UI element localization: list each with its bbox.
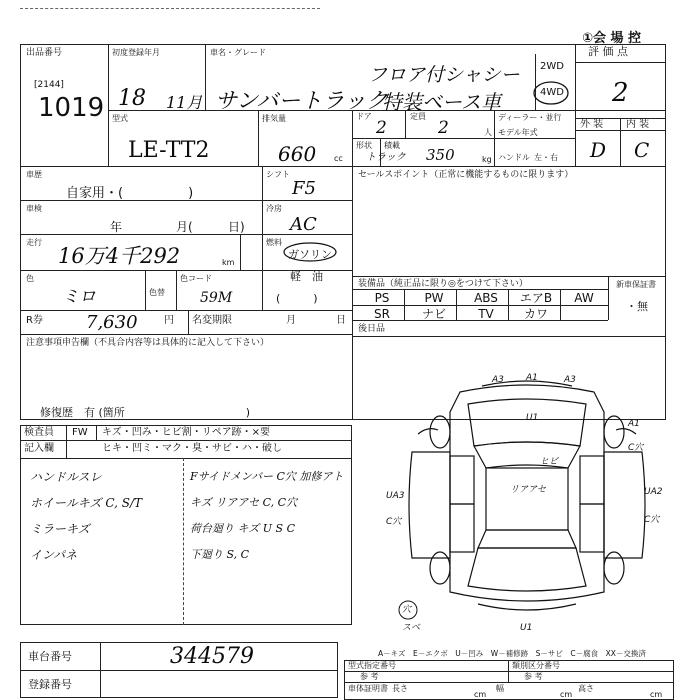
color-label: 色: [26, 274, 34, 283]
car-left-rear-door: [450, 504, 474, 552]
wheel-left-rear: [430, 552, 450, 584]
divider: [96, 425, 97, 441]
divider: [344, 682, 674, 683]
aircon-label: 冷房: [266, 204, 282, 213]
mileage-unit: km: [222, 258, 235, 267]
lot-number: 1019: [38, 93, 105, 123]
color-code-value: 59M: [200, 290, 233, 306]
recycle-unit: 円: [164, 315, 174, 326]
fw-label: FW: [72, 427, 88, 438]
divider: [20, 670, 338, 671]
warranty-label: 新車保証書: [616, 280, 656, 289]
mirror-left: [418, 429, 438, 434]
remark-right-item: 下廻り S, C: [190, 548, 250, 561]
color-change-label: 色替: [149, 288, 165, 297]
height-unit: cm: [650, 690, 663, 699]
remark-left-item: インパネ: [30, 548, 78, 562]
capacity-value: 2: [438, 118, 449, 138]
divider: [188, 310, 189, 334]
divider: [108, 44, 109, 166]
divider: [258, 110, 259, 166]
mark-c-hole-right-top: C穴: [628, 443, 644, 453]
equipment-item: PS: [374, 291, 390, 305]
warranty-value: ・無: [626, 300, 648, 313]
wheel-right-front: [604, 416, 624, 448]
car-trunk: [468, 548, 586, 591]
equipment-item: AW: [574, 291, 594, 305]
equipment-item: SR: [374, 307, 390, 321]
model-year-label: モデル年式: [498, 128, 538, 137]
divider: [262, 166, 263, 310]
chassis-value: 344579: [170, 644, 254, 669]
interior-grade: C: [634, 138, 650, 162]
inspector-label: 検査員: [24, 427, 54, 438]
inspection-day: 日): [228, 220, 245, 234]
fuel-other: ( ): [276, 292, 318, 305]
length-label: 長さ: [392, 684, 408, 693]
divider: [494, 110, 495, 166]
entry-label: 記入欄: [24, 443, 54, 454]
first-reg-month: 11月: [166, 93, 203, 112]
dealer-label: ディーラー・並行: [498, 113, 562, 122]
mark-crack: ヒビ: [540, 457, 559, 467]
shift-label: シフト: [266, 170, 290, 179]
exterior-grade: D: [590, 138, 607, 162]
divider: [205, 44, 206, 110]
divider: [352, 166, 353, 420]
divider: [145, 270, 146, 310]
chassis-label: 車台番号: [28, 650, 72, 663]
remark-left-item: ハンドルスレ: [30, 470, 102, 484]
reg-no-label: 登録番号: [28, 678, 72, 691]
mark-a3-front-right: A3: [564, 375, 576, 385]
rating-label: 評 価 点: [588, 45, 628, 58]
divider: [176, 270, 177, 310]
doors-label: ドア: [356, 112, 372, 121]
mark-rear-assy: リアアセ: [510, 485, 546, 495]
exterior-label: 外 装: [580, 119, 604, 130]
remark-left-item: ホイールキズ C, S/T: [30, 496, 142, 510]
mark-u1-hood: U1: [526, 413, 539, 423]
remark-right-item: Fサイドメンバー C穴 加修アト: [190, 470, 344, 483]
remark-right-item: キズ リアアセ C, C穴: [190, 496, 298, 509]
car-diagram: [382, 372, 672, 638]
classification-label: 類別区分番号: [512, 661, 560, 670]
car-left-side: [409, 452, 450, 558]
divider: [20, 440, 352, 441]
divider: [456, 289, 457, 320]
rear-seat-label: 後日品: [358, 324, 386, 334]
length-unit: cm: [474, 690, 487, 699]
divider: [20, 334, 352, 335]
rating-score: 2: [612, 78, 629, 108]
model-name-text: サンバートラック: [215, 89, 388, 114]
car-right-side: [604, 452, 645, 558]
divider: [352, 138, 575, 139]
first-reg-label: 初度登録年月: [112, 48, 160, 57]
displacement-value: 660: [278, 142, 317, 166]
remark-right-item: 荷台廻り キズ U S C: [190, 522, 295, 535]
height-label: 高さ: [578, 684, 594, 693]
car-right-front-door: [580, 456, 604, 504]
first-reg-year: 18: [118, 86, 146, 111]
damage-legend: A－キズ E－エクボ U－凹み W－補修跡 S－サビ C－腐食 XX－交換済: [378, 649, 646, 658]
wheel-left-front: [430, 416, 450, 448]
recycle-value: 7,630: [86, 312, 138, 333]
fuel-diesel: 軽 油: [290, 270, 323, 283]
grade-text: フロア付シャシー: [368, 64, 520, 86]
equipment-item: エアB: [519, 291, 553, 305]
divider: [575, 62, 666, 63]
drive-4wd-circle: [532, 80, 570, 106]
divider: [620, 118, 621, 166]
color-value: ミロ: [62, 287, 96, 307]
rear-bumper: [478, 604, 576, 610]
type-value: LE-TT2: [128, 138, 210, 163]
divider: [508, 289, 509, 320]
lot-label: 出品番号: [26, 48, 63, 58]
inspection-label: 車検: [26, 204, 42, 213]
divider: [352, 336, 666, 337]
header-cut-line: [20, 8, 320, 9]
mark-ua2-right: UA2: [644, 487, 663, 497]
mark-c-hole-right: C穴: [644, 515, 660, 525]
model-name-label: 車名・グレード: [210, 48, 266, 57]
divider: [183, 458, 184, 625]
type-label: 型式: [112, 114, 128, 123]
shape-value: トラック: [366, 152, 406, 163]
equipment-item: ABS: [474, 291, 498, 305]
steering-value: 左・右: [534, 153, 558, 162]
cert-label: 車体証明書: [348, 684, 388, 693]
mark-slip: スベ: [402, 623, 421, 633]
divider: [508, 660, 509, 682]
fuel-gas-circle: [282, 241, 338, 263]
mark-c-hole-left: C穴: [386, 517, 402, 527]
wheel-right-rear: [604, 552, 624, 584]
name-change-label: 名変期限: [192, 315, 232, 326]
mark-a1-right: A1: [628, 419, 640, 429]
divider: [404, 289, 405, 320]
equipment-label: 装備品（純正品に限り◎をつけて下さい）: [358, 279, 528, 289]
divider: [344, 671, 674, 672]
mark-ua3-left: UA3: [386, 491, 405, 501]
divider: [20, 166, 666, 167]
inspection-year: 年: [110, 220, 123, 234]
displacement-unit: cc: [334, 154, 343, 163]
mark-a1-front: A1: [526, 373, 538, 383]
divider: [20, 458, 352, 459]
mark-hole: 穴: [402, 605, 412, 615]
inspection-month: 月(: [176, 220, 193, 234]
drive-2wd: 2WD: [540, 61, 564, 72]
car-right-rear-door: [580, 504, 604, 552]
color-code-label: 色コード: [180, 274, 212, 283]
equipment-item: ナビ: [421, 307, 446, 321]
inspection-items: キズ・凹み・ヒビ割・リペア跡・×要: [102, 427, 270, 438]
load-value: 350: [426, 146, 455, 164]
divider: [20, 310, 352, 311]
car-rear-window: [478, 530, 576, 548]
width-label: 幅: [496, 684, 504, 693]
equipment-item: TV: [478, 307, 494, 321]
type-designation-label: 型式指定番号: [348, 661, 396, 670]
name-change-month: 月: [286, 315, 296, 326]
doors-value: 2: [376, 118, 387, 138]
spec-text: 特装ベース車: [382, 90, 501, 114]
load-unit: kg: [482, 155, 492, 164]
load-label: 積載: [384, 141, 400, 150]
mileage-label: 走行: [26, 238, 42, 247]
recycle-label: R券: [26, 315, 43, 326]
drive-4wd: 4WD: [540, 87, 564, 98]
fuel-gas: ガソリン: [288, 248, 332, 261]
displacement-label: 排気量: [262, 114, 286, 123]
history-value: 自家用・( ): [66, 186, 194, 201]
repair-history: 修復歴 有 (箇所 ): [40, 406, 251, 419]
car-roof: [486, 468, 568, 530]
ref-label-left: 参 考: [360, 672, 379, 681]
steering-label: ハンドル: [498, 153, 530, 162]
car-windshield: [474, 442, 580, 468]
divider: [352, 276, 666, 277]
mileage-value: 16万4千292: [58, 244, 181, 268]
divider: [352, 289, 608, 290]
inspection-items-2: ヒキ・凹ミ・マク・臭・サビ・ハ・破し: [102, 443, 282, 454]
shift-value: F5: [292, 178, 316, 199]
ref-label-right: 参 考: [524, 672, 543, 681]
shape-label: 形状: [356, 141, 372, 150]
history-label: 車歴: [26, 170, 42, 179]
sales-points-label: セールスポイント（正常に機能するものに限ります）: [358, 170, 574, 180]
aircon-value: AC: [290, 214, 317, 235]
notes-label: 注意事項申告欄（不具合内容等は具体的に記入して下さい）: [26, 338, 270, 348]
name-change-day: 日: [336, 315, 346, 326]
equipment-item: PW: [424, 291, 444, 305]
mirror-right: [616, 429, 636, 434]
divider: [240, 234, 241, 270]
interior-label: 内 装: [626, 119, 650, 130]
mark-u1-rear: U1: [520, 623, 533, 633]
divider: [352, 305, 608, 306]
mark-a3-front-left: A3: [492, 375, 504, 385]
divider: [608, 276, 609, 320]
width-unit: cm: [560, 690, 573, 699]
venue-label: ①会 場 控: [582, 31, 642, 46]
equipment-item: カワ: [523, 307, 548, 321]
divider: [560, 289, 561, 320]
fuel-label: 燃料: [266, 238, 282, 247]
divider: [100, 642, 101, 698]
remark-left-item: ミラーキズ: [30, 522, 90, 536]
capacity-unit: 人: [484, 128, 492, 137]
capacity-label: 定員: [410, 112, 426, 121]
divider: [66, 425, 67, 458]
lot-code: [2144]: [34, 80, 64, 90]
car-left-front-door: [450, 456, 474, 504]
